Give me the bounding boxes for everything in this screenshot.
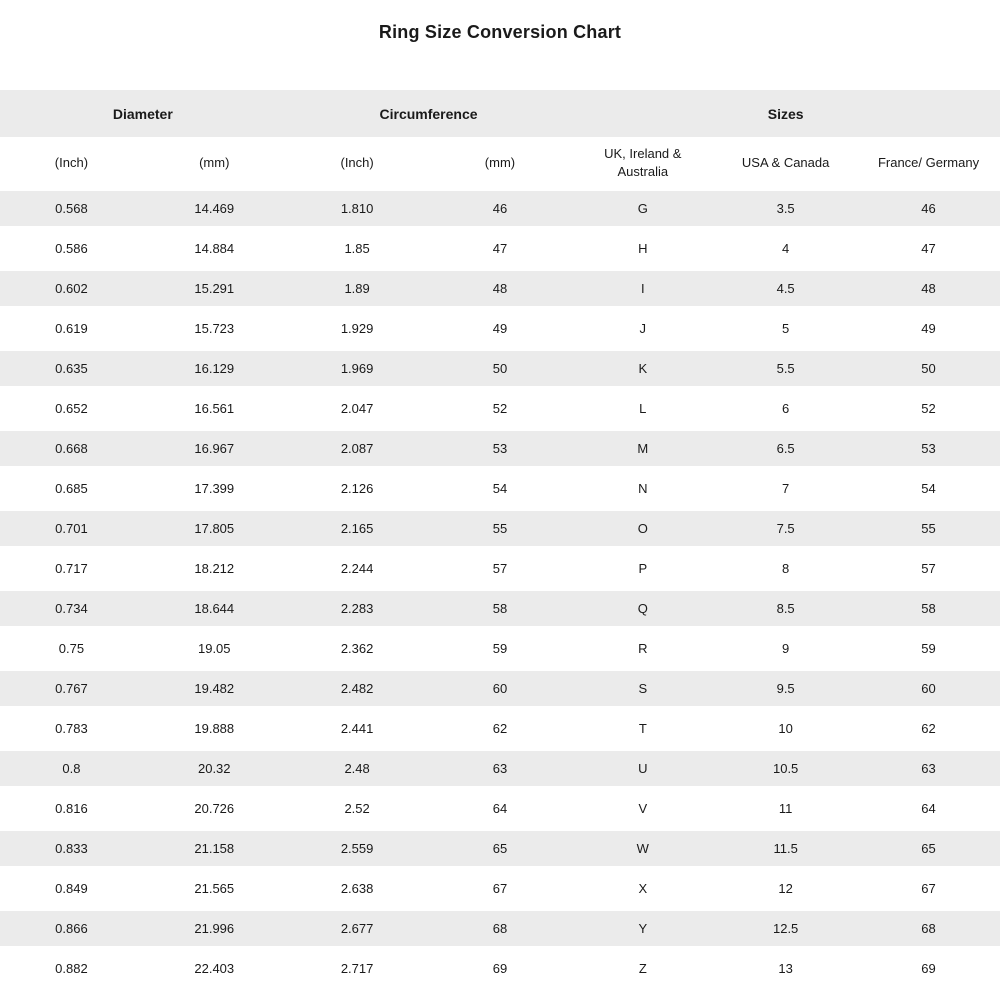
table-cell: 6.5 xyxy=(714,428,857,468)
ring-size-table xyxy=(0,90,1000,988)
table-cell: 0.701 xyxy=(0,508,143,548)
table-cell: 47 xyxy=(429,228,572,268)
table-cell: 15.723 xyxy=(143,308,286,348)
table-cell: 55 xyxy=(857,508,1000,548)
table-cell: 1.969 xyxy=(286,348,429,388)
table-cell: 2.126 xyxy=(286,468,429,508)
table-cell: 9.5 xyxy=(714,668,857,708)
table-cell: 1.929 xyxy=(286,308,429,348)
table-cell: 50 xyxy=(857,348,1000,388)
table-cell: 0.586 xyxy=(0,228,143,268)
table-cell: 58 xyxy=(857,588,1000,628)
table-cell: 0.882 xyxy=(0,948,143,988)
table-cell: 2.48 xyxy=(286,748,429,788)
table-cell: 59 xyxy=(857,628,1000,668)
table-cell: 19.888 xyxy=(143,708,286,748)
table-cell: 68 xyxy=(857,908,1000,948)
table-cell: 64 xyxy=(857,788,1000,828)
table-cell: 20.726 xyxy=(143,788,286,828)
table-row xyxy=(0,628,1000,668)
table-cell: 19.482 xyxy=(143,668,286,708)
table-cell: 60 xyxy=(857,668,1000,708)
table-cell: 0.652 xyxy=(0,388,143,428)
table-cell: 54 xyxy=(429,468,572,508)
table-row xyxy=(0,588,1000,628)
column-header-row xyxy=(0,137,1000,188)
table-cell: 46 xyxy=(429,188,572,228)
table-cell: 48 xyxy=(429,268,572,308)
table-cell: 7.5 xyxy=(714,508,857,548)
table-cell: 1.85 xyxy=(286,228,429,268)
table-cell: H xyxy=(571,228,714,268)
table-cell: 9 xyxy=(714,628,857,668)
table-cell: 14.884 xyxy=(143,228,286,268)
table-cell: 20.32 xyxy=(143,748,286,788)
table-cell: 46 xyxy=(857,188,1000,228)
group-header-circumference: Circumference xyxy=(286,90,572,137)
table-cell: 11 xyxy=(714,788,857,828)
table-cell: 0.767 xyxy=(0,668,143,708)
table-cell: L xyxy=(571,388,714,428)
table-cell: Z xyxy=(571,948,714,988)
table-cell: 2.677 xyxy=(286,908,429,948)
table-cell: 62 xyxy=(429,708,572,748)
table-cell: 54 xyxy=(857,468,1000,508)
table-cell: 57 xyxy=(429,548,572,588)
table-row xyxy=(0,748,1000,788)
table-cell: V xyxy=(571,788,714,828)
table-cell: 69 xyxy=(857,948,1000,988)
table-cell: Q xyxy=(571,588,714,628)
table-cell: 0.849 xyxy=(0,868,143,908)
page-title: Ring Size Conversion Chart xyxy=(378,22,622,42)
table-cell: R xyxy=(571,628,714,668)
table-cell: Y xyxy=(571,908,714,948)
table-cell: 17.399 xyxy=(143,468,286,508)
table-row xyxy=(0,868,1000,908)
table-cell: 6 xyxy=(714,388,857,428)
table-row xyxy=(0,388,1000,428)
table-cell: 8 xyxy=(714,548,857,588)
table-cell: 0.816 xyxy=(0,788,143,828)
table-cell: 4 xyxy=(714,228,857,268)
table-cell: 48 xyxy=(857,268,1000,308)
table-cell: 0.668 xyxy=(0,428,143,468)
table-cell: 67 xyxy=(429,868,572,908)
table-cell: W xyxy=(571,828,714,868)
table-head xyxy=(0,90,1000,188)
table-cell: 55 xyxy=(429,508,572,548)
table-cell: 15.291 xyxy=(143,268,286,308)
table-cell: 5.5 xyxy=(714,348,857,388)
table-cell: 0.783 xyxy=(0,708,143,748)
table-cell: 2.559 xyxy=(286,828,429,868)
table-cell: 18.644 xyxy=(143,588,286,628)
table-cell: 64 xyxy=(429,788,572,828)
table-cell: 69 xyxy=(429,948,572,988)
table-cell: 60 xyxy=(429,668,572,708)
table-cell: 0.866 xyxy=(0,908,143,948)
table-cell: U xyxy=(571,748,714,788)
table-cell: 21.158 xyxy=(143,828,286,868)
table-cell: G xyxy=(571,188,714,228)
table-row xyxy=(0,308,1000,348)
table-cell: 16.561 xyxy=(143,388,286,428)
table-row xyxy=(0,508,1000,548)
table-cell: 2.717 xyxy=(286,948,429,988)
table-cell: 63 xyxy=(857,748,1000,788)
table-cell: 62 xyxy=(857,708,1000,748)
table-cell: 52 xyxy=(857,388,1000,428)
table-cell: 0.568 xyxy=(0,188,143,228)
table-cell: 2.482 xyxy=(286,668,429,708)
table-cell: 10 xyxy=(714,708,857,748)
table-cell: 2.283 xyxy=(286,588,429,628)
table-row xyxy=(0,828,1000,868)
table-cell: 2.047 xyxy=(286,388,429,428)
table-cell: 0.602 xyxy=(0,268,143,308)
table-row xyxy=(0,228,1000,268)
table-cell: 57 xyxy=(857,548,1000,588)
table-row xyxy=(0,668,1000,708)
table-row xyxy=(0,908,1000,948)
table-cell: 0.619 xyxy=(0,308,143,348)
table-cell: 2.362 xyxy=(286,628,429,668)
table-cell: 2.244 xyxy=(286,548,429,588)
table-cell: 0.833 xyxy=(0,828,143,868)
table-cell: M xyxy=(571,428,714,468)
table-cell: 0.717 xyxy=(0,548,143,588)
table-cell: 2.52 xyxy=(286,788,429,828)
table-cell: 0.685 xyxy=(0,468,143,508)
column-header-circumference-inch: (Inch) xyxy=(286,137,429,188)
table-cell: 0.75 xyxy=(0,628,143,668)
table-cell: 49 xyxy=(429,308,572,348)
table-cell: S xyxy=(571,668,714,708)
table-cell: 53 xyxy=(857,428,1000,468)
table-cell: 59 xyxy=(429,628,572,668)
table-row xyxy=(0,348,1000,388)
column-header-uk-ireland-australia: UK, Ireland & Australia xyxy=(571,137,714,188)
table-cell: 2.441 xyxy=(286,708,429,748)
table-cell: 53 xyxy=(429,428,572,468)
table-cell: 49 xyxy=(857,308,1000,348)
table-cell: 63 xyxy=(429,748,572,788)
table-cell: 67 xyxy=(857,868,1000,908)
table-body xyxy=(0,188,1000,988)
group-header-diameter: Diameter xyxy=(0,90,286,137)
table-cell: 68 xyxy=(429,908,572,948)
table-cell: 12.5 xyxy=(714,908,857,948)
table-row xyxy=(0,708,1000,748)
table-cell: 2.165 xyxy=(286,508,429,548)
column-header-circumference-mm: (mm) xyxy=(429,137,572,188)
table-cell: I xyxy=(571,268,714,308)
table-cell: 47 xyxy=(857,228,1000,268)
table-cell: 3.5 xyxy=(714,188,857,228)
table-cell: 0.8 xyxy=(0,748,143,788)
table-cell: 0.734 xyxy=(0,588,143,628)
table-cell: 1.810 xyxy=(286,188,429,228)
table-cell: K xyxy=(571,348,714,388)
table-cell: 11.5 xyxy=(714,828,857,868)
table-row xyxy=(0,548,1000,588)
column-header-diameter-mm: (mm) xyxy=(143,137,286,188)
table-cell: 12 xyxy=(714,868,857,908)
group-header-row xyxy=(0,90,1000,137)
table-row xyxy=(0,948,1000,988)
group-header-sizes: Sizes xyxy=(571,90,1000,137)
column-header-diameter-inch: (Inch) xyxy=(0,137,143,188)
table-cell: 8.5 xyxy=(714,588,857,628)
table-cell: 4.5 xyxy=(714,268,857,308)
table-row xyxy=(0,428,1000,468)
table-cell: 16.129 xyxy=(143,348,286,388)
table-cell: 0.635 xyxy=(0,348,143,388)
table-cell: T xyxy=(571,708,714,748)
table-cell: J xyxy=(571,308,714,348)
table-cell: 10.5 xyxy=(714,748,857,788)
table-cell: 58 xyxy=(429,588,572,628)
table-cell: 5 xyxy=(714,308,857,348)
table-cell: 16.967 xyxy=(143,428,286,468)
table-cell: X xyxy=(571,868,714,908)
table-cell: 21.996 xyxy=(143,908,286,948)
table-cell: 19.05 xyxy=(143,628,286,668)
column-header-france-germany: France/ Germany xyxy=(857,137,1000,188)
table-cell: P xyxy=(571,548,714,588)
table-cell: 2.638 xyxy=(286,868,429,908)
table-row xyxy=(0,268,1000,308)
table-cell: 21.565 xyxy=(143,868,286,908)
column-header-usa-canada: USA & Canada xyxy=(714,137,857,188)
table-cell: O xyxy=(571,508,714,548)
table-row xyxy=(0,188,1000,228)
table-cell: 2.087 xyxy=(286,428,429,468)
table-cell: 22.403 xyxy=(143,948,286,988)
table-cell: 14.469 xyxy=(143,188,286,228)
table-row xyxy=(0,788,1000,828)
table-cell: 7 xyxy=(714,468,857,508)
table-cell: 50 xyxy=(429,348,572,388)
table-cell: 13 xyxy=(714,948,857,988)
table-cell: 65 xyxy=(429,828,572,868)
table-cell: 17.805 xyxy=(143,508,286,548)
table-cell: 1.89 xyxy=(286,268,429,308)
table-row xyxy=(0,468,1000,508)
table-cell: N xyxy=(571,468,714,508)
table-cell: 65 xyxy=(857,828,1000,868)
table-cell: 52 xyxy=(429,388,572,428)
table-cell: 18.212 xyxy=(143,548,286,588)
